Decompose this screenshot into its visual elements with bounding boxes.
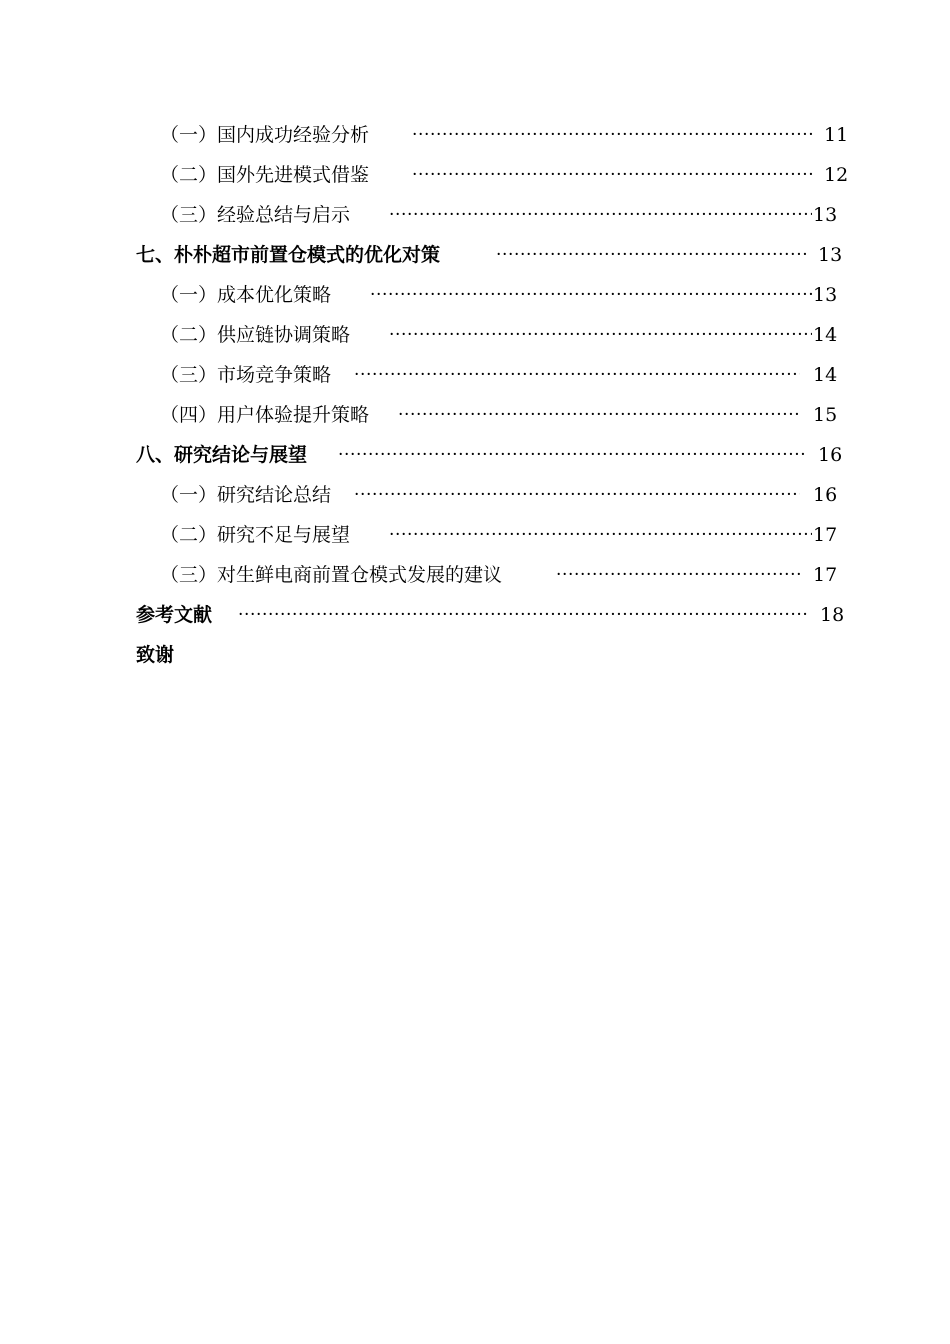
toc-entry-title: （二）研究不足与展望	[160, 524, 351, 546]
toc-entry-title: （三）经验总结与启示	[160, 204, 351, 226]
toc-entry	[0, 480, 950, 510]
toc-leader-dots	[496, 240, 806, 270]
toc-leader-dots	[398, 400, 800, 430]
toc-entry	[0, 160, 950, 190]
toc-entry	[0, 640, 950, 670]
toc-entry-page: 14	[813, 324, 838, 346]
toc-chapter-title: 八、研究结论与展望	[136, 444, 308, 466]
toc-entry-title: （四）用户体验提升策略	[160, 404, 370, 426]
toc-chapter-title: 致谢	[136, 644, 175, 666]
toc-leader-dots	[389, 320, 812, 350]
toc-entry-title: （三）市场竞争策略	[160, 364, 332, 386]
toc-entry-title: （一）研究结论总结	[160, 484, 332, 506]
toc-entry-page: 16	[813, 484, 838, 506]
toc-entry-page: 18	[820, 604, 845, 626]
toc-entry-page: 15	[813, 404, 838, 426]
toc-entry	[0, 320, 950, 350]
toc-entry-page: 13	[813, 204, 838, 226]
toc-entry-title: （二）国外先进模式借鉴	[160, 164, 370, 186]
toc-leader-dots	[412, 160, 812, 190]
toc-entry-page: 17	[813, 564, 838, 586]
toc-entry	[0, 360, 950, 390]
toc-leader-dots	[370, 280, 812, 310]
toc-entry	[0, 200, 950, 230]
toc-entry	[0, 560, 950, 590]
toc-leader-dots	[354, 360, 800, 390]
toc-entry-page: 11	[824, 124, 849, 146]
toc-entry-title: （三）对生鲜电商前置仓模式发展的建议	[160, 564, 503, 586]
toc-entry	[0, 240, 950, 270]
toc-chapter-title: 七、朴朴超市前置仓模式的优化对策	[136, 244, 441, 266]
toc-entry-title: （二）供应链协调策略	[160, 324, 351, 346]
toc-entry	[0, 400, 950, 430]
toc-entry-page: 16	[818, 444, 843, 466]
toc-leader-dots	[389, 520, 812, 550]
toc-entry-title: （一）国内成功经验分析	[160, 124, 370, 146]
toc-entry-page: 17	[813, 524, 838, 546]
toc-entry	[0, 120, 950, 150]
toc-entry-title: （一）成本优化策略	[160, 284, 332, 306]
toc-entry	[0, 520, 950, 550]
toc-entry	[0, 440, 950, 470]
toc-leader-dots	[412, 120, 812, 150]
toc-entry	[0, 280, 950, 310]
toc-chapter-title: 参考文献	[136, 604, 213, 626]
toc-leader-dots	[338, 440, 806, 470]
toc-entry-page: 12	[824, 164, 849, 186]
toc-leader-dots	[556, 560, 800, 590]
toc-leader-dots	[389, 200, 812, 230]
toc-entry-page: 13	[813, 284, 838, 306]
toc-entry-page: 13	[818, 244, 843, 266]
toc-leader-dots	[354, 480, 800, 510]
toc-leader-dots	[238, 600, 808, 630]
toc-entry	[0, 600, 950, 630]
toc-entry-page: 14	[813, 364, 838, 386]
